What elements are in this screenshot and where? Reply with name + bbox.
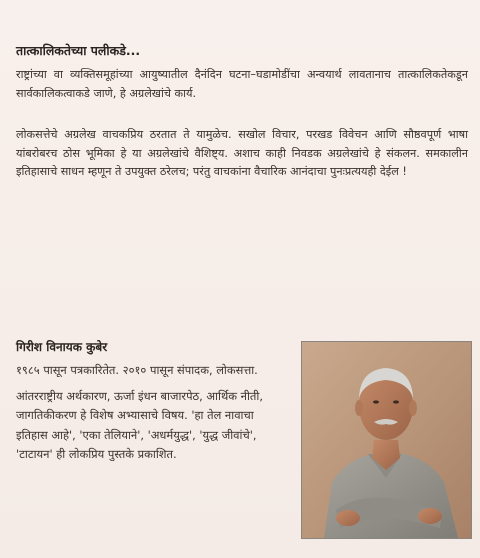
author-name: गिरीश विनायक कुबेर	[16, 340, 108, 354]
author-career: १९८५ पासून पत्रकारितेत. २०१० पासून संपादक, लोकसत्ता.	[16, 363, 258, 377]
author-bio	[16, 338, 288, 471]
author-photo	[301, 341, 472, 539]
author-portrait-image	[302, 342, 471, 538]
blurb-paragraph-1: राष्ट्रांच्या वा व्यक्तिसमूहांच्या आयुष्यातील दैनंदिन घटना–घडामोडींचा अन्वयार्थ लावतानाच तात्कालिकतेकडून सार्वकालिकत्वाकडे जाणे, हे अग्रलेखांचे कार्य.	[16, 68, 468, 100]
blurb-paragraph-2: लोकसत्तेचे अग्रलेख वाचकप्रिय ठरतात ते यामुळेच. सखोल विचार, परखड विवेचन आणि सौष्ठवपूर्ण भाषा यांबरोबरच ठोस भूमिका हे या अग्रलेखांचे वैशिष्ट्य. अशाच काही निवडक अग्रलेखांचे हे संकलन. समकालीन इतिहासाचे साधन म्हणून ते उपयुक्त ठरेलच; परंतु वाचकांना वैचारिक आनंदाचा पुनःप्रत्ययही देईल !	[16, 128, 468, 179]
blurb-heading: तात्कालिकतेच्या पलीकडे...	[16, 43, 141, 58]
author-interests: आंतरराष्ट्रीय अर्थकारण, ऊर्जा इंधन बाजारपेठ, आर्थिक नीती, जागतिकीकरण हे विशेष अभ्यासाचे विषय. 'हा तेल नावाचा इतिहास आहे', 'एका तेलियाने', 'अधर्मयुद्ध', 'युद्ध जीवांचे', 'टाटायन' ही लोकप्रिय पुस्तके प्रकाशित.	[16, 388, 263, 461]
